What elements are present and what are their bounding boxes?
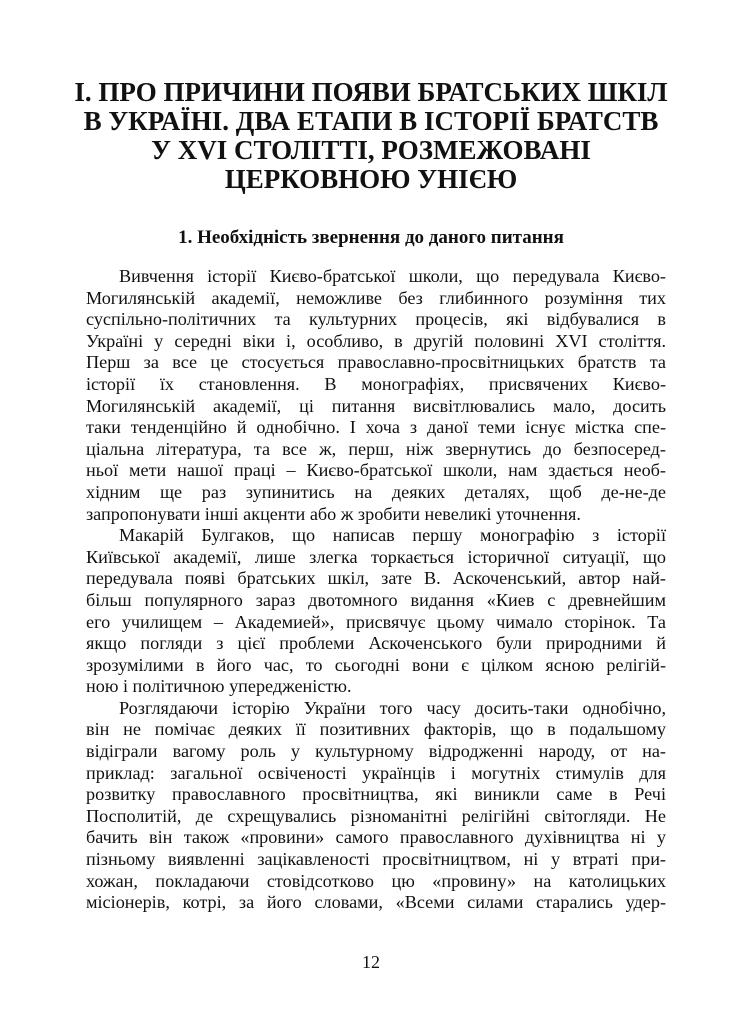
text-line: Розглядаючи історію України того часу досить-таки однобічно, [119,697,666,718]
text-line: Макарій Булгаков, що написав першу монографію з історії [119,525,666,546]
chapter-heading-line: У XVI СТОЛІТТІ, РОЗМЕЖОВАНІ [151,135,591,165]
text-line: Вивчення історії Києво-братської школи, що передувала Києво- [119,266,666,286]
text-line: місіонерів, котрі, за його словами, «Всеми силами старались удер- [86,892,666,913]
text-line: передувала появі братських шкіл, зате В. Аскоченський, автор най- [86,568,666,589]
text-line: Могилянській академії, ці питання висвітлювались мало, досить [86,395,666,416]
text-line: якщо погляди з цієї проблеми Аскоченського були природними й [86,633,666,654]
text-line: пізньому виявленні зацікавленості просвітництвом, ні у втраті при- [86,849,666,870]
text-line: запропонувати інші акценти або ж зробити невеликі уточнення. [86,503,581,524]
text-line: бачить він також «провини» самого православного духівництва ні у [86,827,666,848]
text-line: більш популярного зараз двотомного видання «Киев с древнейшим [86,589,666,610]
chapter-heading-line: В УКРАЇНІ. ДВА ЕТАПИ В ІСТОРІЇ БРАТСТВ [83,106,659,136]
chapter-heading [70,78,672,194]
text-line: Київської академії, лише злегка торкається історичної ситуації, що [86,546,666,567]
chapter-heading-line: І. ПРО ПРИЧИНИ ПОЯВИ БРАТСЬКИХ ШКІЛ [74,77,668,107]
text-line: его училищем – Академией», присвячує цьому чимало сторінок. Та [86,611,666,632]
text-line: відіграли вагому роль у культурному відродженні народу, от на- [86,741,666,762]
text-line: ньої мети нашої праці – Києво-братської школи, нам здається необ- [86,460,666,481]
body-text [86,266,666,914]
text-line: зрозумілими в його час, то сьогодні вони є цілком ясною релігій- [86,654,666,675]
text-line: ною і політичною упередженістю. [86,676,352,697]
text-line: Перш за все це стосується православно-просвітницьких братств та [86,352,666,373]
text-line: хідним ще раз зупинитись на деяких деталях, щоб де-не-де [86,481,666,502]
text-line: історії їх становлення. В монографіях, присвячених Києво- [86,373,666,394]
text-line: Посполитій, де схрещувались різноманітні релігійні світогляди. Не [86,805,666,826]
text-line: він не помічає деяких її позитивних факторів, що в подальшому [86,719,666,740]
text-line: хожан, покладаючи стовідсотково цю «провину» на католицьких [86,870,666,891]
text-line: розвитку православного просвітництва, які виникли саме в Речі [86,784,666,805]
text-line: таки тенденційно й однобічно. І хоча з даної теми існує містка спе- [86,417,666,438]
text-line: суспільно-політичних та культурних процесів, які відбувалися в [86,309,666,330]
text-line: приклад: загальної освіченості українців і могутніх стимулів для [86,762,666,783]
page-number: 12 [362,952,380,972]
text-line: Україні у середні віки і, особливо, в другій половині XVI століття. [86,330,666,351]
text-line: ціальна література, та все ж, перш, ніж звернутись до безпосеред- [86,438,666,459]
chapter-heading-line: ЦЕРКОВНОЮ УНІЄЮ [224,164,518,194]
text-line: Могилянській академії, неможливе без глибинного розуміння тих [86,287,666,308]
section-title: 1. Необхідність звернення до даного питання [178,227,564,248]
